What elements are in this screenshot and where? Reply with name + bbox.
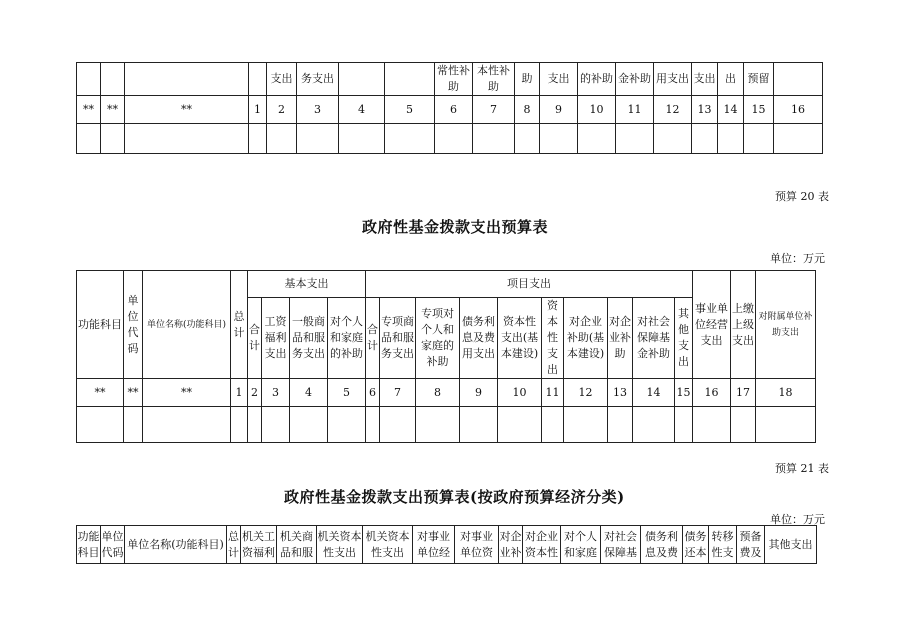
table-19-empty-row xyxy=(77,124,823,154)
header-cell xyxy=(101,63,125,96)
table-20-tag: 预算 20 表 xyxy=(775,190,829,203)
index-cell: 15 xyxy=(744,96,774,124)
index-cell: 10 xyxy=(498,379,542,407)
header-cell: 对个人和家庭 xyxy=(561,526,601,564)
header-cell xyxy=(774,63,823,96)
index-cell: 4 xyxy=(290,379,328,407)
header-cell xyxy=(249,63,267,96)
index-cell: 4 xyxy=(339,96,385,124)
table-19 xyxy=(76,62,823,154)
project-col: 专项对个人和家庭的补助 xyxy=(416,298,460,379)
table-21-header-row xyxy=(77,526,817,564)
index-cell: 8 xyxy=(515,96,540,124)
basic-col: 一般商品和服务支出 xyxy=(290,298,328,379)
index-cell: 10 xyxy=(578,96,616,124)
col-grand-total: 总计 xyxy=(231,271,248,379)
index-cell: 9 xyxy=(540,96,578,124)
header-cell xyxy=(125,63,249,96)
index-cell: ** xyxy=(77,96,101,124)
header-cell: 总计 xyxy=(227,526,241,564)
col-unit-name: 单位名称(功能科目) xyxy=(143,271,231,379)
basic-col: 对个人和家庭的补助 xyxy=(328,298,366,379)
project-col: 资本性支出(基本建设) xyxy=(498,298,542,379)
header-cell: 务支出 xyxy=(297,63,339,96)
index-cell: 9 xyxy=(460,379,498,407)
index-cell: 1 xyxy=(249,96,267,124)
header-cell: 机关资本性支出 xyxy=(317,526,363,564)
index-cell: ** xyxy=(143,379,231,407)
index-cell: 13 xyxy=(608,379,633,407)
header-cell: 助 xyxy=(515,63,540,96)
index-cell: 5 xyxy=(385,96,435,124)
index-cell: 7 xyxy=(473,96,515,124)
header-cell: 单位名称(功能科目) xyxy=(125,526,227,564)
header-cell xyxy=(77,63,101,96)
col-remit-superior: 上缴上级支出 xyxy=(731,271,756,379)
table-19-index-row xyxy=(77,96,823,124)
index-cell: ** xyxy=(125,96,249,124)
index-cell: 11 xyxy=(542,379,564,407)
index-cell: 12 xyxy=(564,379,608,407)
header-cell: 金补助 xyxy=(616,63,654,96)
index-cell: ** xyxy=(124,379,143,407)
header-cell: 债务还本 xyxy=(683,526,709,564)
table-21-title: 政府性基金拨款支出预算表(按政府预算经济分类) xyxy=(284,488,625,506)
table-20 xyxy=(76,270,816,443)
group-basic-expenditure: 基本支出 xyxy=(248,271,366,298)
col-unit-code: 单位代码 xyxy=(124,271,143,379)
project-col: 对企业补助 xyxy=(608,298,633,379)
header-cell: 对事业单位经 xyxy=(413,526,455,564)
index-cell: 15 xyxy=(675,379,693,407)
header-cell: 功能科目 xyxy=(77,526,101,564)
index-cell: 5 xyxy=(328,379,366,407)
header-cell: 机关资本性支出 xyxy=(363,526,413,564)
index-cell: 7 xyxy=(380,379,416,407)
col-function-subject: 功能科目 xyxy=(77,271,124,379)
project-col: 对企业补助(基本建设) xyxy=(564,298,608,379)
index-cell: 3 xyxy=(262,379,290,407)
header-cell: 预备费及 xyxy=(737,526,765,564)
header-cell xyxy=(339,63,385,96)
header-cell: 支出 xyxy=(692,63,718,96)
header-cell: 用支出 xyxy=(654,63,692,96)
table-20-empty-row xyxy=(77,407,816,443)
index-cell: 14 xyxy=(633,379,675,407)
index-cell: 8 xyxy=(416,379,460,407)
index-cell: 2 xyxy=(248,379,262,407)
index-cell: ** xyxy=(77,379,124,407)
table-21-tag: 预算 21 表 xyxy=(775,462,829,475)
project-col: 资本性支出 xyxy=(542,298,564,379)
header-cell xyxy=(385,63,435,96)
table-20-index-row xyxy=(77,379,816,407)
header-cell: 机关工资福利 xyxy=(241,526,277,564)
project-col: 专项商品和服务支出 xyxy=(380,298,416,379)
index-cell: 1 xyxy=(231,379,248,407)
header-cell: 本性补助 xyxy=(473,63,515,96)
index-cell: ** xyxy=(101,96,125,124)
header-cell: 常性补助 xyxy=(435,63,473,96)
table-21-unit: 单位：万元 xyxy=(770,513,825,526)
index-cell: 16 xyxy=(693,379,731,407)
index-cell: 13 xyxy=(692,96,718,124)
index-cell: 2 xyxy=(267,96,297,124)
header-cell: 的补助 xyxy=(578,63,616,96)
project-col: 对社会保障基金补助 xyxy=(633,298,675,379)
index-cell: 18 xyxy=(756,379,816,407)
project-col: 合计 xyxy=(366,298,380,379)
index-cell: 12 xyxy=(654,96,692,124)
header-cell: 机关商品和服 xyxy=(277,526,317,564)
table-21 xyxy=(76,525,817,564)
header-cell: 出 xyxy=(718,63,744,96)
header-cell: 预留 xyxy=(744,63,774,96)
header-cell: 对社会保障基 xyxy=(601,526,641,564)
project-col: 债务利息及费用支出 xyxy=(460,298,498,379)
header-cell: 支出 xyxy=(267,63,297,96)
index-cell: 6 xyxy=(435,96,473,124)
header-cell: 对企业补 xyxy=(499,526,523,564)
header-cell: 其他支出 xyxy=(765,526,817,564)
index-cell: 3 xyxy=(297,96,339,124)
table-20-unit: 单位：万元 xyxy=(770,252,825,265)
table-19-header-row xyxy=(77,63,823,96)
basic-col: 工资福利支出 xyxy=(262,298,290,379)
col-enterprise-operating: 事业单位经营支出 xyxy=(693,271,731,379)
project-col: 其他支出 xyxy=(675,298,693,379)
index-cell: 16 xyxy=(774,96,823,124)
group-project-expenditure: 项目支出 xyxy=(366,271,693,298)
index-cell: 11 xyxy=(616,96,654,124)
header-cell: 单位代码 xyxy=(101,526,125,564)
index-cell: 17 xyxy=(731,379,756,407)
header-cell: 对事业单位资 xyxy=(455,526,499,564)
header-cell: 支出 xyxy=(540,63,578,96)
header-cell: 转移性支 xyxy=(709,526,737,564)
basic-col: 合计 xyxy=(248,298,262,379)
table-20-title: 政府性基金拨款支出预算表 xyxy=(362,218,549,236)
header-cell: 对企业资本性 xyxy=(523,526,561,564)
header-cell: 债务利息及费 xyxy=(641,526,683,564)
index-cell: 6 xyxy=(366,379,380,407)
index-cell: 14 xyxy=(718,96,744,124)
col-subsidiary-subsidy: 对附属单位补助支出 xyxy=(756,271,816,379)
